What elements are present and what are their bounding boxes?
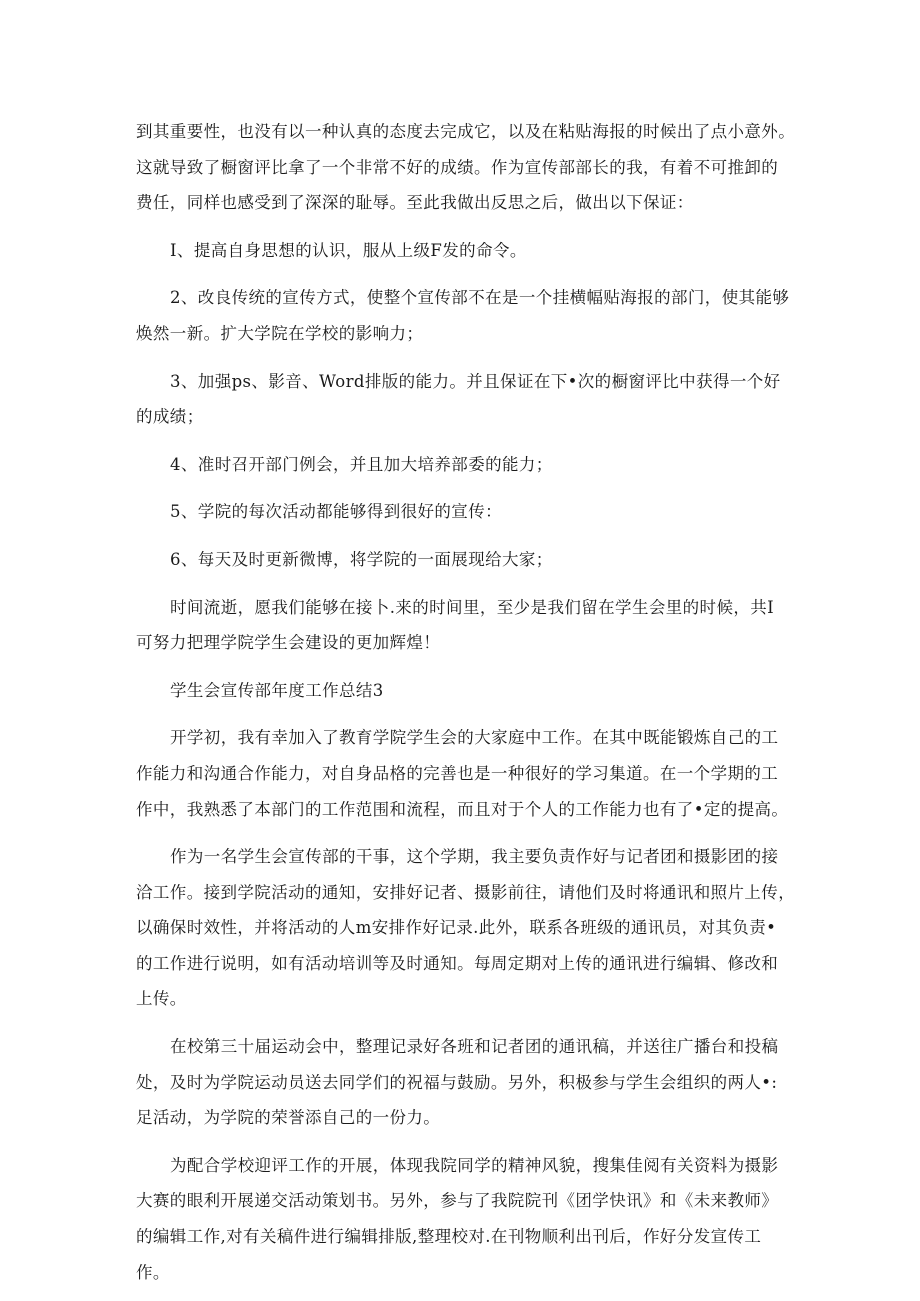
text-line: 上传。 bbox=[136, 989, 187, 1009]
text-line: 的工作进行说明，如有活动培训等及时通知。每周定期对上传的通讯进行编辑、修改和 bbox=[136, 953, 779, 973]
text-line: 2、改良传统的宣传方式，使整个宣传部不在是一个挂横幅贴海报的部门，使其能够 bbox=[170, 288, 790, 308]
pledge-item-4 bbox=[136, 447, 786, 483]
text-line: 的成绩； bbox=[136, 407, 204, 427]
text-line: 作。 bbox=[136, 1262, 170, 1282]
text-line: 作中，我熟悉了本部门的工作范围和流程，而且对于个人的工作能力也有了•定的提高。 bbox=[136, 799, 789, 819]
closing-paragraph bbox=[136, 590, 786, 661]
text-line: 这就导致了橱窗评比拿了一个非常不好的成绩。作为宣传部部长的我，有着不可推卸的 bbox=[136, 157, 779, 177]
paragraph-4 bbox=[136, 1148, 786, 1290]
pledge-item-5 bbox=[136, 494, 786, 530]
text-line: 洽工作。接到学院活动的通知，安排好记者、摄影前往，请他们及时将通讯和照片上传， bbox=[136, 882, 796, 902]
document-body bbox=[136, 114, 796, 1290]
text-line: 可努力把理学院学生会建设的更加辉煌！ bbox=[136, 633, 441, 653]
text-line: 在校第三十届运动会中，整理记录好各班和记者团的通讯稿，并送往广播台和投稿 bbox=[170, 1037, 779, 1057]
text-line: I、提高自身思想的认识，服从上级F发的命令。 bbox=[170, 240, 527, 260]
paragraph-3 bbox=[136, 1029, 786, 1136]
text-line: 3、加强ps、影音、Word排版的能力。并且保证在下•次的橱窗评比中获得一个好 bbox=[170, 371, 781, 391]
text-line: 费任，同样也感受到了深深的耻辱。至此我做出反思之后，做出以下保证： bbox=[136, 193, 694, 213]
pledge-item-6 bbox=[136, 542, 786, 578]
pledge-item-1 bbox=[136, 233, 786, 269]
text-line: 焕然一新。扩大学院在学校的影响力； bbox=[136, 323, 424, 343]
section-title: 学生会宣传部年度工作总结3 bbox=[170, 680, 384, 700]
text-line: 以确保时效性，并将活动的人m安排作好记录.此外，联系各班级的通讯员，对其负责• bbox=[136, 918, 777, 938]
pledge-item-2 bbox=[136, 280, 790, 351]
intro-paragraph bbox=[136, 114, 796, 221]
paragraph-1 bbox=[136, 720, 789, 827]
text-line: 时间流逝，愿我们能够在接卜.来的时间里，至少是我们留在学生会里的时候，共I bbox=[170, 597, 775, 617]
text-line: 4、准时召开部门例会，并且加大培养部委的能力； bbox=[170, 454, 553, 474]
pledge-item-3 bbox=[136, 364, 786, 435]
paragraph-2 bbox=[136, 839, 796, 1017]
text-line: 为配合学校迎评工作的开展，体现我院同学的精神风貌，搜集佳阅有关资料为摄影 bbox=[170, 1155, 779, 1175]
text-line: 6、每天及时更新微博，将学院的一面展现给大家； bbox=[170, 549, 553, 569]
text-line: 足活动，为学院的荣誉添自己的一份力。 bbox=[136, 1108, 441, 1128]
text-line: 5、学院的每次活动都能够得到很好的宣传： bbox=[170, 502, 502, 522]
text-line: 开学初，我有幸加入了教育学院学生会的大家庭中工作。在其中既能锻炼自己的工 bbox=[170, 728, 779, 748]
text-line: 作能力和沟通合作能力，对自身品格的完善也是一种很好的学习集道。在一个学期的工 bbox=[136, 763, 779, 783]
text-line: 处，及时为学院运动员送去同学们的祝福与鼓励。另外，积极参与学生会组织的两人•: bbox=[136, 1072, 778, 1092]
text-line: 大赛的眼利开展递交活动策划书。另外，参与了我院院刊《团学快讯》和《未来教师》 bbox=[136, 1191, 779, 1211]
text-line: 作为一名学生会宣传部的干事，这个学期，我主要负责作好与记者团和摄影团的接 bbox=[170, 847, 779, 867]
text-line: 到其重要性，也没有以一种认真的态度去完成它，以及在粘贴海报的时候出了点小意外。 bbox=[136, 122, 796, 141]
text-line: 的编辑工作,对有关稿件进行编辑排版,整理校对.在刊物顺利出刊后，作好分发宣传工 bbox=[136, 1227, 762, 1247]
